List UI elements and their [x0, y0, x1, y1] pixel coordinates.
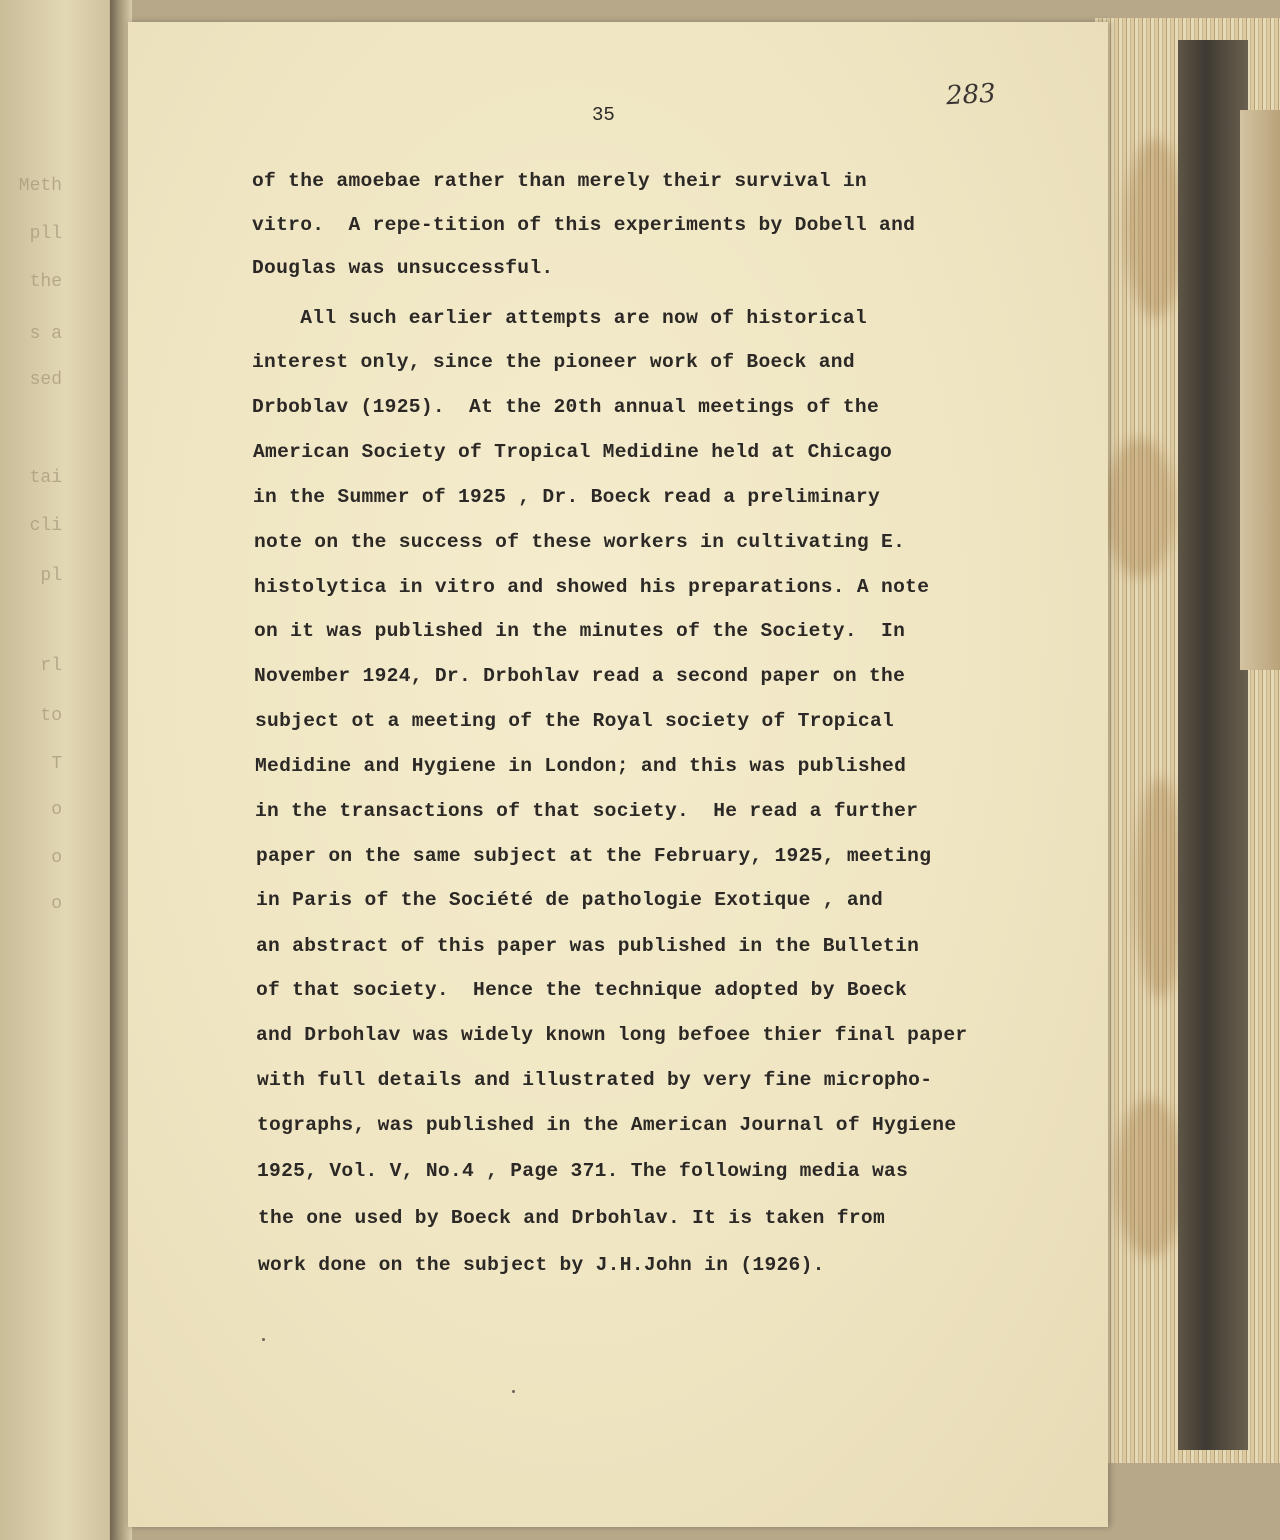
text-line: Douglas was unsuccessful.: [252, 257, 554, 279]
text-line: work done on the subject by J.H.John in (1926).: [258, 1254, 825, 1276]
text-line: vitro. A repe-tition of this experiments by Dobell and: [252, 214, 916, 236]
facing-page-fragment: o: [51, 894, 62, 914]
text-line: 1925, Vol. V, No.4 , Page 371. The following media was: [257, 1160, 909, 1182]
facing-page-fragment: o: [51, 800, 62, 820]
facing-page: [0, 0, 118, 1540]
text-line: of the amoebae rather than merely their survival in: [252, 170, 867, 192]
text-line: Drboblav (1925). At the 20th annual meetings of the: [252, 396, 880, 418]
text-line: note on the success of these workers in cultivating E.: [254, 531, 906, 553]
text-line: an abstract of this paper was published in the Bulletin: [256, 935, 920, 957]
facing-page-fragment: Meth: [18, 176, 62, 196]
text-line: the one used by Boeck and Drbohlav. It is taken from: [258, 1207, 886, 1229]
facing-page-fragment: to: [40, 706, 62, 726]
text-line: tographs, was published in the American Journal of Hygiene: [257, 1114, 957, 1136]
text-line: histolytica in vitro and showed his preparations. A note: [254, 576, 930, 598]
text-line: and Drbohlav was widely known long befoee thier final paper: [256, 1024, 968, 1046]
facing-page-fragment: pll: [29, 224, 62, 244]
facing-page-fragment: the: [29, 272, 62, 292]
facing-page-fragment: rl: [40, 656, 62, 676]
facing-page-fragment: T: [51, 754, 62, 774]
stray-mark: [262, 1338, 265, 1341]
text-line: on it was published in the minutes of the Society. In: [254, 620, 906, 642]
text-line: Medidine and Hygiene in London; and this was published: [255, 755, 907, 777]
facing-page-fragment: sed: [29, 370, 62, 390]
facing-page-fragment: pl: [40, 566, 62, 586]
facing-page-fragment: tai: [29, 468, 62, 488]
facing-page-fragment: cli: [29, 516, 62, 536]
text-line: interest only, since the pioneer work of Boeck and: [252, 351, 855, 373]
text-line: with full details and illustrated by very fine micropho-: [257, 1069, 933, 1091]
facing-page-fragment: s a: [29, 324, 62, 344]
text-line: of that society. Hence the technique adopted by Boeck: [256, 979, 908, 1001]
stray-mark: [512, 1390, 515, 1393]
handwritten-folio-number: 283: [945, 78, 997, 112]
text-line: American Society of Tropical Medidine held at Chicago: [253, 441, 893, 463]
text-line: paper on the same subject at the February, 1925, meeting: [256, 845, 932, 867]
text-line: subject ot a meeting of the Royal society of Tropical: [255, 710, 895, 732]
text-line: All such earlier attempts are now of historical: [252, 307, 867, 329]
text-line: in Paris of the Société de pathologie Exotique , and: [256, 889, 884, 911]
spine-tear: [1240, 110, 1280, 670]
book-spine: [1178, 40, 1248, 1450]
facing-page-fragment: o: [51, 848, 62, 868]
text-line: November 1924, Dr. Drbohlav read a second paper on the: [254, 665, 906, 687]
text-line: in the transactions of that society. He read a further: [255, 800, 919, 822]
text-line: in the Summer of 1925 , Dr. Boeck read a preliminary: [253, 486, 881, 508]
page-number: 35: [592, 104, 615, 126]
